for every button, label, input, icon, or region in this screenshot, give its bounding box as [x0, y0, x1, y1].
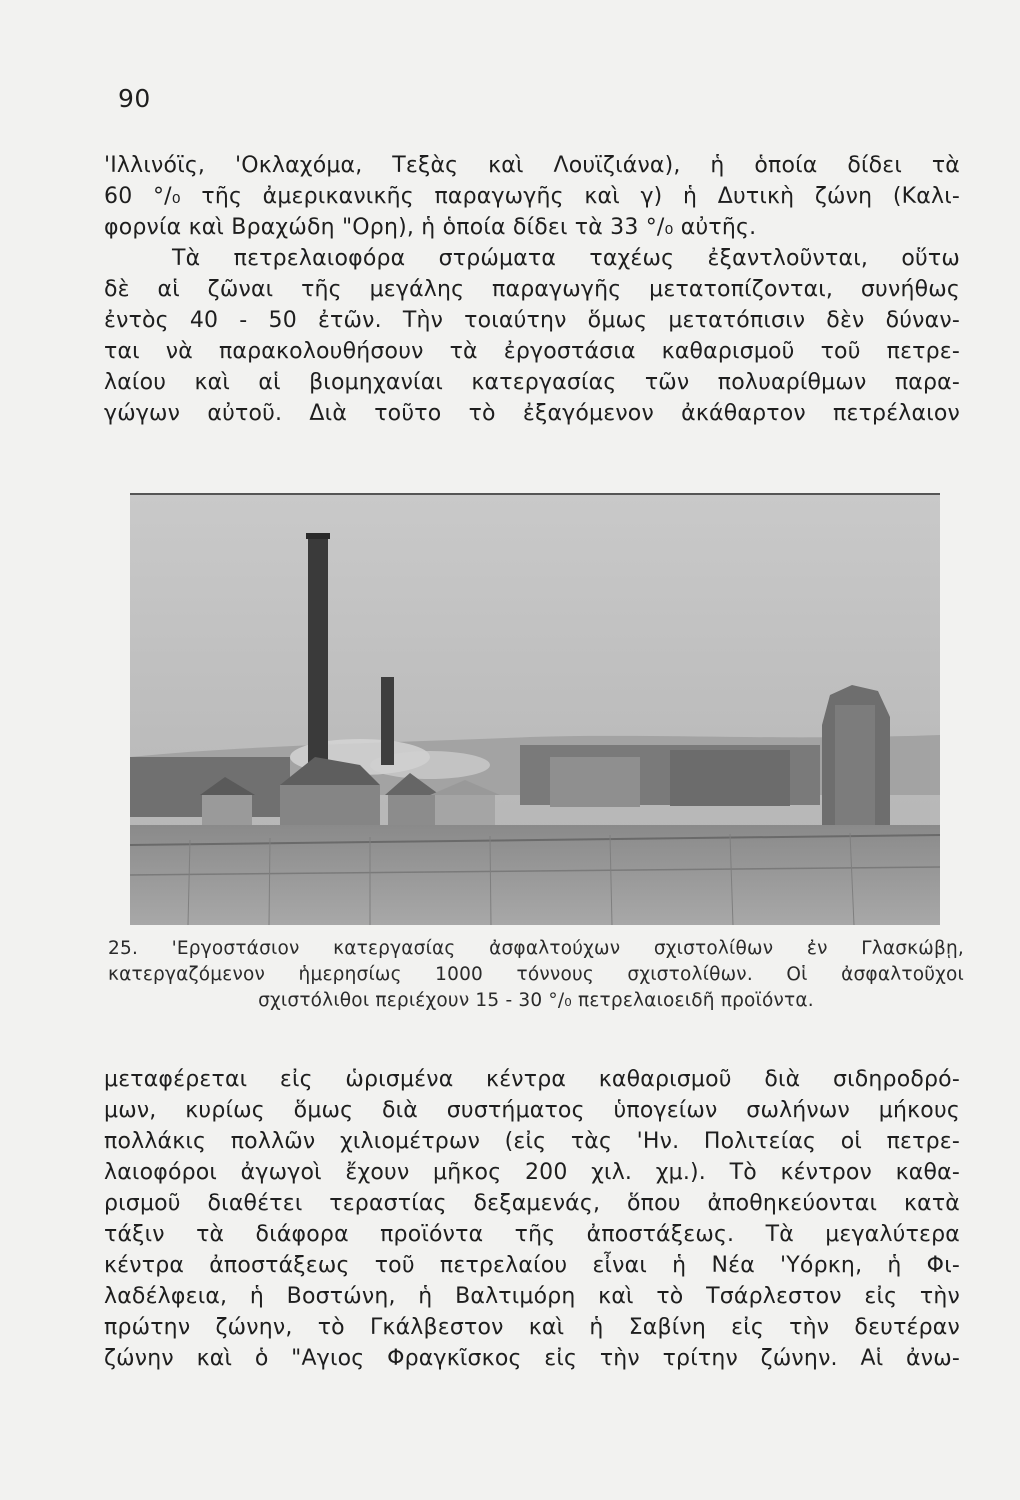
body-text-bottom — [104, 1064, 960, 1374]
caption-line: σχιστόλιθοι περιέχουν 15 - 30 °/₀ πετρελαιοειδῆ προϊόντα. — [258, 990, 814, 1011]
text-line: 60 °/₀ τῆς ἀμερικανικῆς παραγωγῆς καὶ γ) ἡ Δυτικὴ ζώνη (Καλι- — [104, 184, 960, 209]
text-line: Τὰ πετρελαιοφόρα στρώματα ταχέως ἐξαντλοῦνται, οὕτω — [172, 246, 960, 271]
text-line: δὲ αἱ ζῶναι τῆς μεγάλης παραγωγῆς μετατοπίζονται, συνήθως — [104, 277, 960, 302]
text-line: πολλάκις πολλῶν χιλιομέτρων (εἰς τὰς 'Ην. Πολιτείας οἱ πετρε- — [104, 1129, 960, 1154]
text-line: λαιοφόροι ἀγωγοὶ ἔχουν μῆκος 200 χιλ. χμ.). Τὸ κέντρον καθα- — [104, 1160, 960, 1185]
text-line: λαίου καὶ αἱ βιομηχανίαι κατεργασίας τῶν πολυαρίθμων παρα- — [104, 370, 960, 395]
page-number: 90 — [118, 84, 151, 113]
text-line: ται νὰ παρακολουθήσουν τὰ ἐργοστάσια καθαρισμοῦ τοῦ πετρε- — [104, 339, 960, 364]
text-line: 'Ιλλινόϊς, 'Οκλαχόμα, Τεξὰς καὶ Λουϊζιάνα), ἡ ὁποία δίδει τὰ — [104, 153, 960, 178]
text-line: κέντρα ἀποστάξεως τοῦ πετρελαίου εἶναι ἡ Νέα 'Υόρκη, ἡ Φι- — [104, 1253, 960, 1278]
text-line: μεταφέρεται εἰς ὡρισμένα κέντρα καθαρισμοῦ διὰ σιδηροδρό- — [104, 1067, 960, 1092]
text-line: γώγων αὐτοῦ. Διὰ τοῦτο τὸ ἐξαγόμενον ἀκάθαρτον πετρέλαιον — [104, 401, 960, 426]
caption-line: κατεργαζόμενον ἡμερησίως 1000 τόννους σχιστολίθων. Οἱ ἀσφαλτοῦχοι — [108, 964, 964, 985]
text-line: ἐντὸς 40 - 50 ἐτῶν. Τὴν τοιαύτην ὅμως μετατόπισιν δὲν δύναν- — [104, 308, 960, 333]
caption-line: 25. 'Εργοστάσιον κατεργασίας ἀσφαλτούχων σχιστολίθων ἐν Γλασκώβῃ, — [108, 938, 964, 959]
body-text-top — [104, 150, 960, 429]
factory-photograph — [130, 493, 940, 925]
text-line: μων, κυρίως ὅμως διὰ συστήματος ὑπογείων σωλήνων μήκους — [104, 1098, 960, 1123]
text-line: τάξιν τὰ διάφορα προϊόντα τῆς ἀποστάξεως. Τὰ μεγαλύτερα — [104, 1222, 960, 1247]
text-line: λαδέλφεια, ἡ Βοστώνη, ἡ Βαλτιμόρη καὶ τὸ Τσάρλεστον εἰς τὴν — [104, 1284, 960, 1309]
factory-photo-illustration — [130, 495, 940, 925]
figure-caption — [108, 936, 964, 1014]
text-line: ρισμοῦ διαθέτει τεραστίας δεξαμενάς, ὅπου ἀποθηκεύονται κατὰ — [104, 1191, 960, 1216]
text-line: ζώνην καὶ ὁ "Αγιος Φραγκῖσκος εἰς τὴν τρίτην ζώνην. Αἱ ἀνω- — [104, 1346, 960, 1371]
text-line: φορνία καὶ Βραχώδη "Ορη), ἡ ὁποία δίδει τὰ 33 °/₀ αὐτῆς. — [104, 215, 757, 240]
text-line: πρώτην ζώνην, τὸ Γκάλβεστον καὶ ἡ Σαβίνη εἰς τὴν δευτέραν — [104, 1315, 960, 1340]
